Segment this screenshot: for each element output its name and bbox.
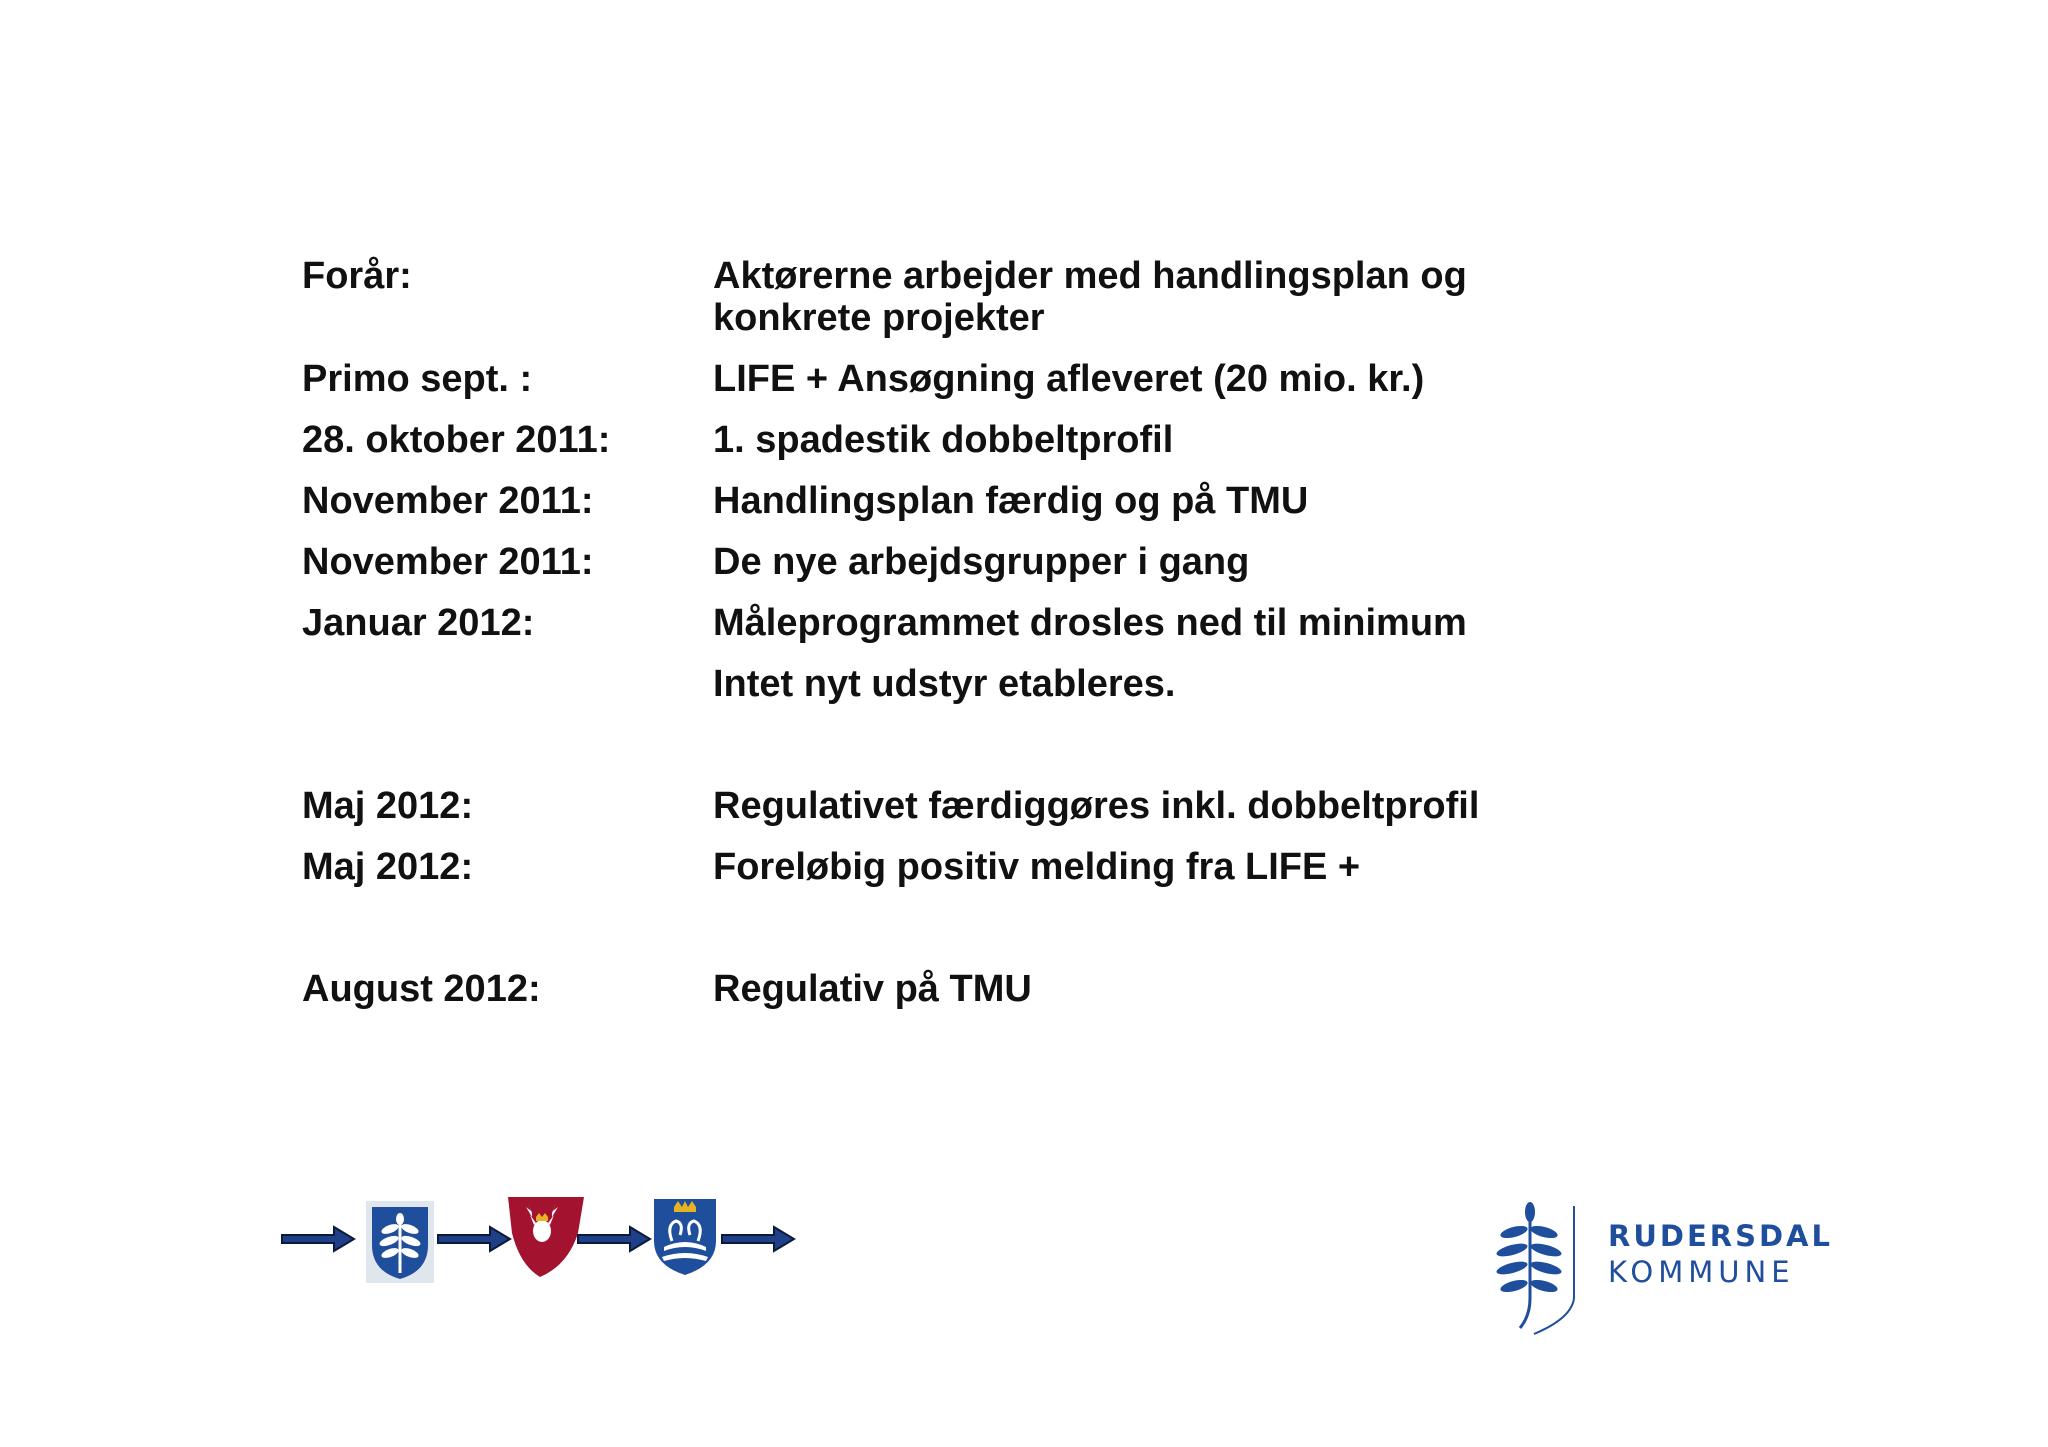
- timeline-row: [302, 846, 1602, 968]
- stag-shield-icon: [506, 1193, 586, 1279]
- timeline-date: Forår:: [302, 255, 412, 297]
- timeline-description: Intet nyt udstyr etableres.: [713, 663, 1176, 705]
- timeline-description: Regulativet færdiggøres inkl. dobbeltprofil: [713, 785, 1480, 827]
- timeline-row: [302, 480, 1602, 541]
- arrow-right-icon: [576, 1224, 652, 1254]
- timeline-row: [302, 663, 1602, 785]
- logo-text: [1608, 1218, 1833, 1290]
- timeline-row: [302, 358, 1602, 419]
- timeline-date: [302, 663, 713, 785]
- timeline: [302, 255, 1602, 1029]
- timeline-description: Regulativ på TMU: [713, 968, 1032, 1010]
- timeline-description: [713, 255, 1602, 358]
- timeline-description: Måleprogrammet drosles ned til minimum: [713, 602, 1467, 644]
- timeline-description: De nye arbejdsgrupper i gang: [713, 541, 1250, 583]
- timeline-description: LIFE + Ansøgning afleveret (20 mio. kr.): [713, 358, 1425, 400]
- timeline-description: Foreløbig positiv melding fra LIFE +: [713, 846, 1361, 888]
- timeline-row: [302, 255, 1602, 358]
- timeline-date: August 2012:: [302, 968, 541, 1010]
- timeline-date: 28. oktober 2011:: [302, 419, 611, 461]
- logo-subtitle: KOMMUNE: [1608, 1255, 1795, 1289]
- timeline-row: [302, 419, 1602, 480]
- timeline-description-line: Aktørerne arbejder med handlingsplan og: [713, 255, 1467, 297]
- timeline-row: [302, 541, 1602, 602]
- timeline-date: Primo sept. :: [302, 358, 533, 400]
- arrow-right-icon: [720, 1224, 796, 1254]
- timeline-row: [302, 602, 1602, 663]
- timeline-description: 1. spadestik dobbeltprofil: [713, 419, 1174, 461]
- swan-shield-icon: [652, 1197, 718, 1277]
- arrow-right-icon: [436, 1224, 512, 1254]
- timeline-date: November 2011:: [302, 541, 594, 583]
- arrow-right-icon: [280, 1224, 356, 1254]
- rudersdal-shield-icon: [366, 1201, 434, 1283]
- timeline-row: [302, 785, 1602, 846]
- rudersdal-leaf-logo-icon: [1484, 1198, 1594, 1338]
- timeline-description: Handlingsplan færdig og på TMU: [713, 480, 1309, 522]
- municipality-merger-strip: [276, 1193, 796, 1283]
- timeline-date: Januar 2012:: [302, 602, 535, 644]
- timeline-date: Maj 2012:: [302, 846, 474, 888]
- timeline-description-line: konkrete projekter: [713, 297, 1045, 339]
- logo-name: RUDERSDAL: [1608, 1219, 1833, 1253]
- timeline-row: [302, 968, 1602, 1029]
- timeline-date: November 2011:: [302, 480, 594, 522]
- timeline-date: Maj 2012:: [302, 785, 474, 827]
- rudersdal-kommune-logo: [1484, 1198, 1833, 1338]
